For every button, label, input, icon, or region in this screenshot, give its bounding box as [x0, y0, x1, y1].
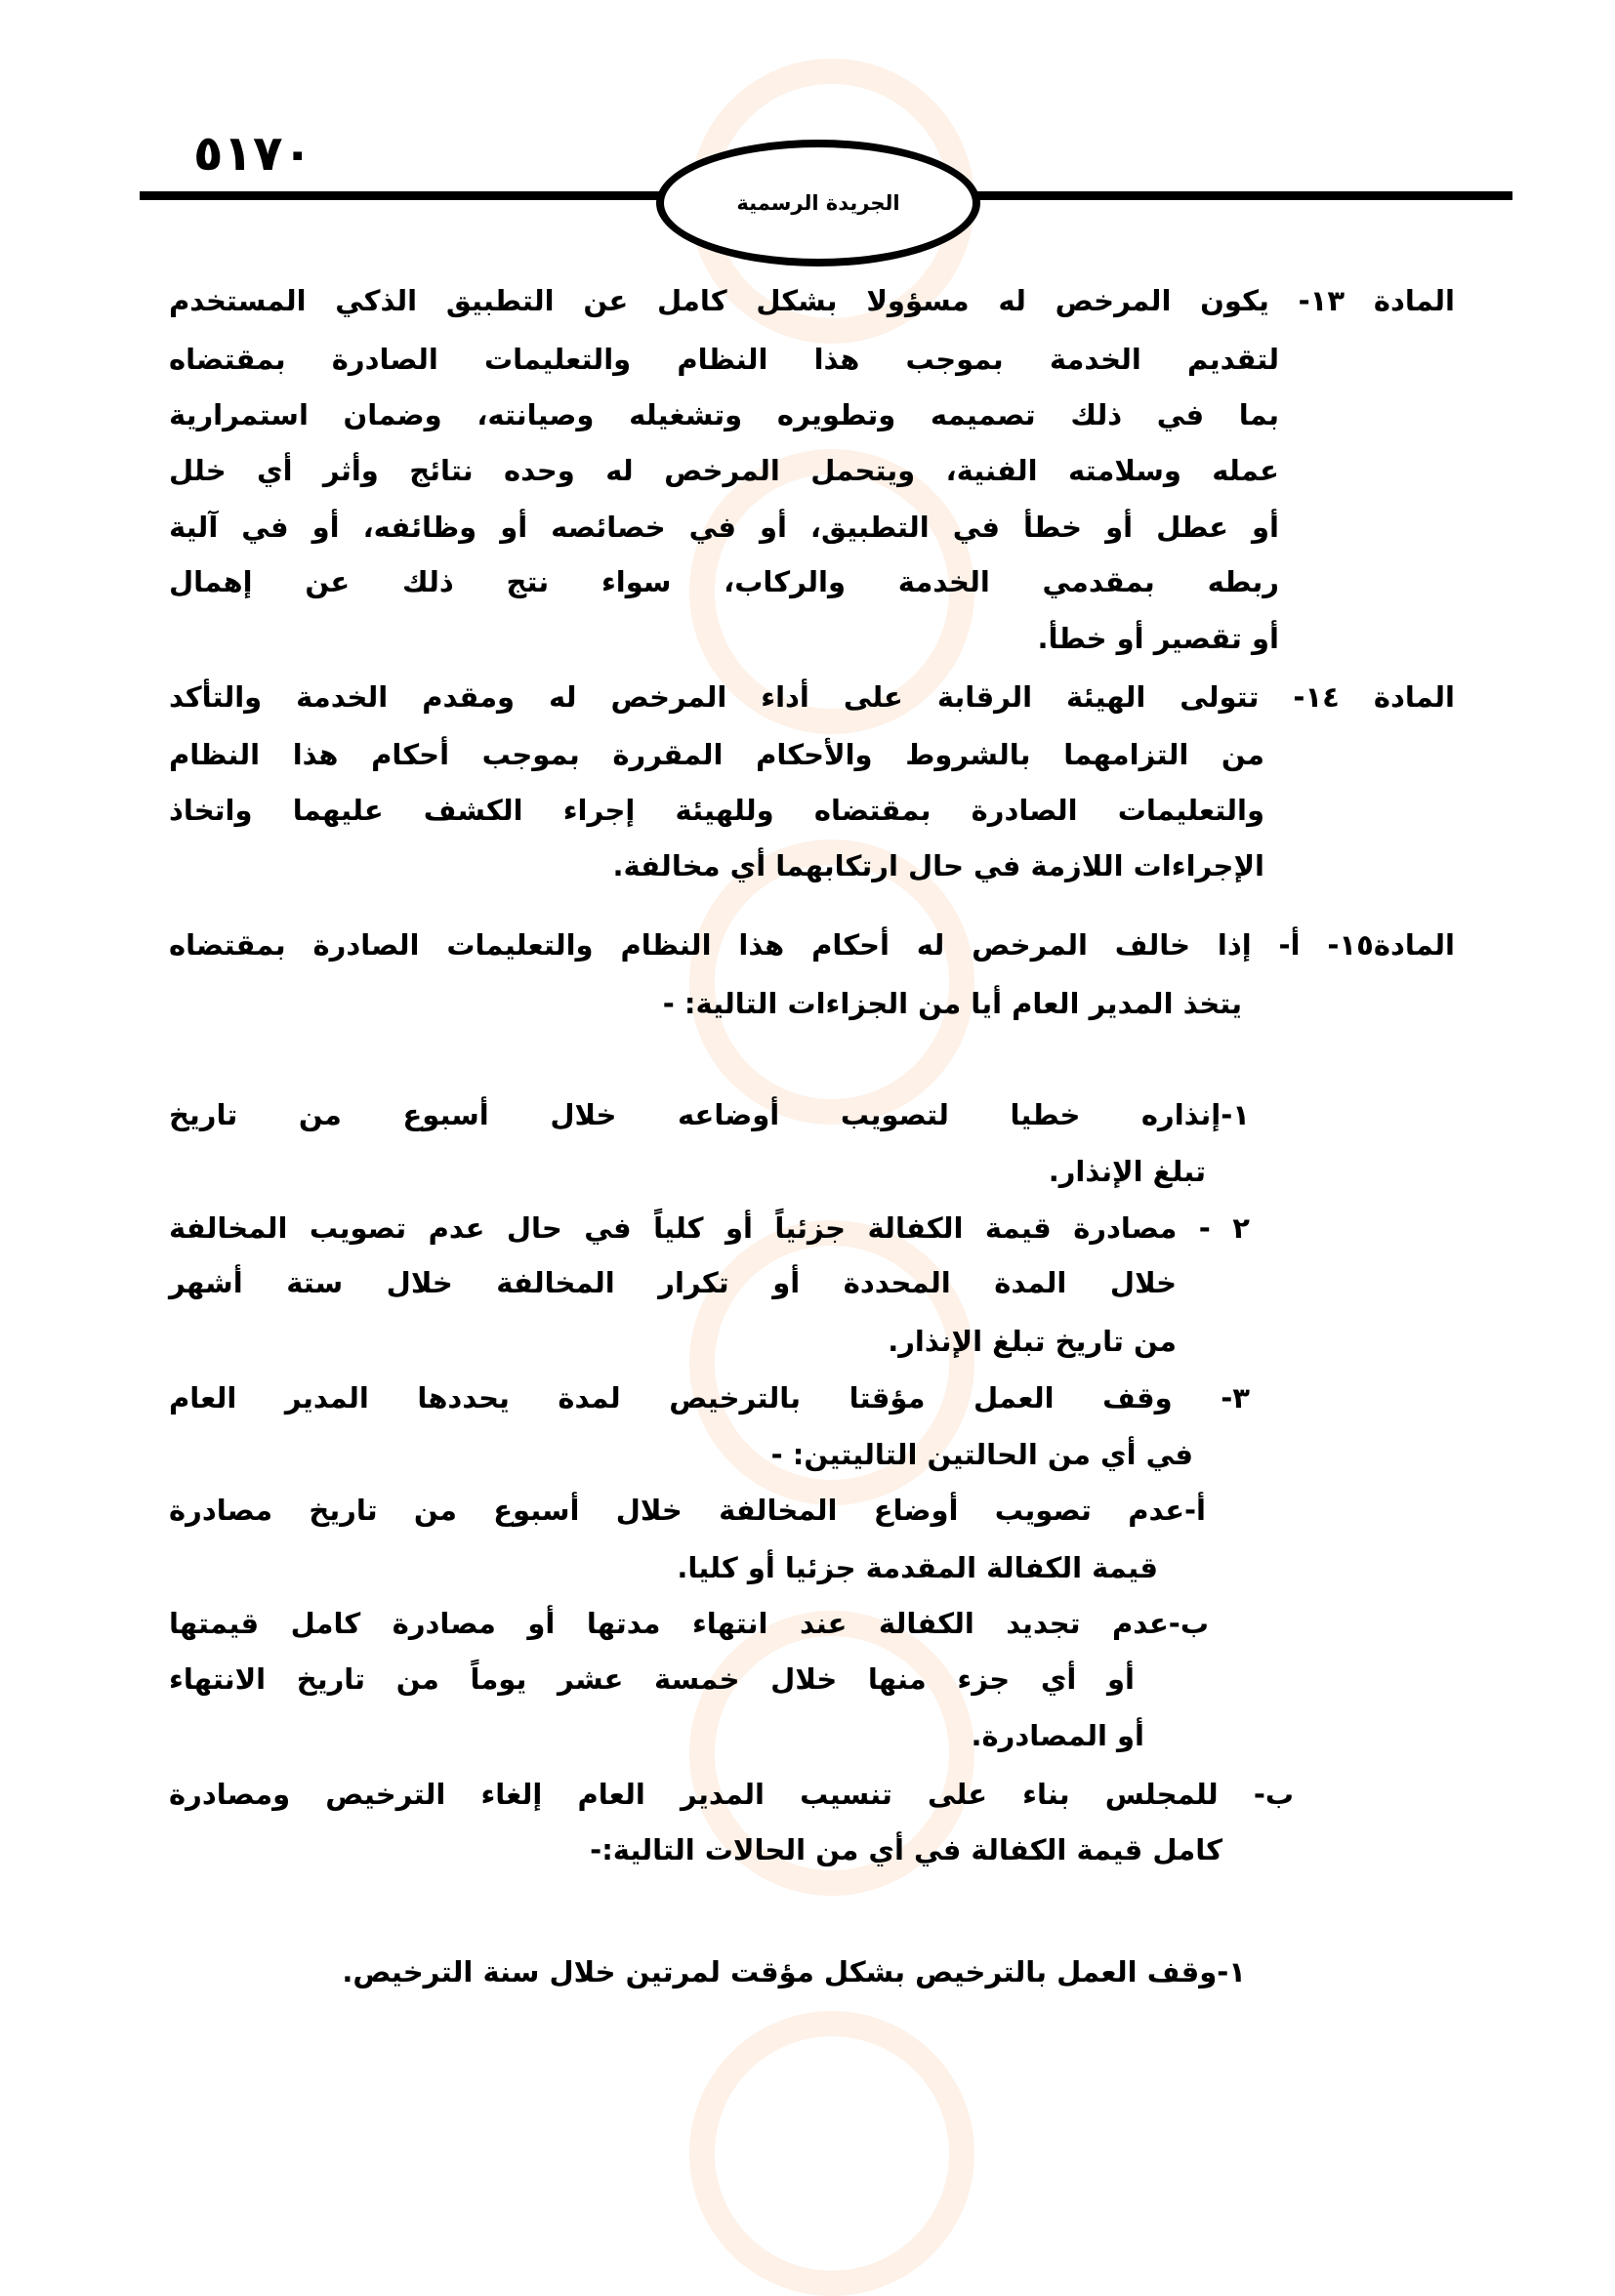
text-line: من التزامهما بالشروط والأحكام المقررة بموجب أحكام هذا النظام — [169, 738, 1264, 771]
text-line: ب- للمجلس بناء على تنسيب المدير العام إلغاء الترخيص ومصادرة — [169, 1778, 1294, 1811]
text-line: المادة١٥- أ- إذا خالف المرخص له أحكام هذا النظام والتعليمات الصادرة بمقتضاه — [169, 928, 1455, 962]
text-line: خلال المدة المحددة أو تكرار المخالفة خلال ستة أشهر — [169, 1266, 1177, 1299]
text-line: أو أي جزء منها خلال خمسة عشر يوماً من تاريخ الانتهاء — [169, 1662, 1135, 1696]
text-line: كامل قيمة الكفالة في أي من الحالات التالية:- — [590, 1833, 1222, 1866]
text-line: ١-وقف العمل بالترخيص بشكل مؤقت لمرتين خلال سنة الترخيص. — [342, 1955, 1246, 1988]
text-line: أو عطل أو خطأ في التطبيق، أو في خصائصه أو وظائفه، أو في آلية — [169, 511, 1279, 544]
watermark-clock — [689, 2011, 974, 2296]
text-line: عمله وسلامته الفنية، ويتحمل المرخص له وحده نتائج وأثر أي خلل — [169, 454, 1279, 487]
header-emblem — [656, 140, 980, 266]
text-line: والتعليمات الصادرة بمقتضاه وللهيئة إجراء الكشف عليهما واتخاذ — [169, 794, 1264, 827]
text-line: بما في ذلك تصميمه وتطويره وتشغيله وصيانته، وضمان استمرارية — [169, 398, 1279, 431]
text-line: لتقديم الخدمة بموجب هذا النظام والتعليمات الصادرة بمقتضاه — [169, 343, 1279, 376]
publication-title: الجريدة الرسمية — [736, 191, 900, 215]
text-line: ب-عدم تجديد الكفالة عند انتهاء مدتها أو مصادرة كامل قيمتها — [169, 1607, 1209, 1640]
text-line: المادة ١٣- يكون المرخص له مسؤولا بشكل كامل عن التطبيق الذكي المستخدم — [169, 284, 1455, 317]
text-line: ربطه بمقدمي الخدمة والركاب، سواء نتج ذلك عن إهمال — [169, 565, 1279, 598]
text-line: أو المصادرة. — [971, 1719, 1144, 1752]
text-line: في أي من الحالتين التاليتين: - — [770, 1438, 1193, 1471]
text-line: تبلغ الإنذار. — [1048, 1155, 1206, 1188]
text-line: قيمة الكفالة المقدمة جزئيا أو كليا. — [677, 1551, 1158, 1584]
text-line: ١-إنذاره خطيا لتصويب أوضاعه خلال أسبوع من تاريخ — [169, 1098, 1250, 1131]
text-line: يتخذ المدير العام أيا من الجزاءات التالية: - — [662, 987, 1242, 1020]
text-line: من تاريخ تبلغ الإنذار. — [888, 1325, 1177, 1358]
text-line: أ-عدم تصويب أوضاع المخالفة خلال أسبوع من تاريخ مصادرة — [169, 1494, 1206, 1527]
text-line: المادة ١٤- تتولى الهيئة الرقابة على أداء المرخص له ومقدم الخدمة والتأكد — [169, 680, 1455, 714]
page-number: ٥١٧٠ — [193, 125, 313, 182]
text-line: ٢ - مصادرة قيمة الكفالة جزئياً أو كلياً في حال عدم تصويب المخالفة — [169, 1211, 1250, 1245]
text-line: ٣- وقف العمل مؤقتا بالترخيص لمدة يحددها المدير العام — [169, 1381, 1250, 1414]
text-line: أو تقصير أو خطأ. — [1037, 622, 1279, 655]
text-line: الإجراءات اللازمة في حال ارتكابهما أي مخالفة. — [612, 849, 1264, 882]
